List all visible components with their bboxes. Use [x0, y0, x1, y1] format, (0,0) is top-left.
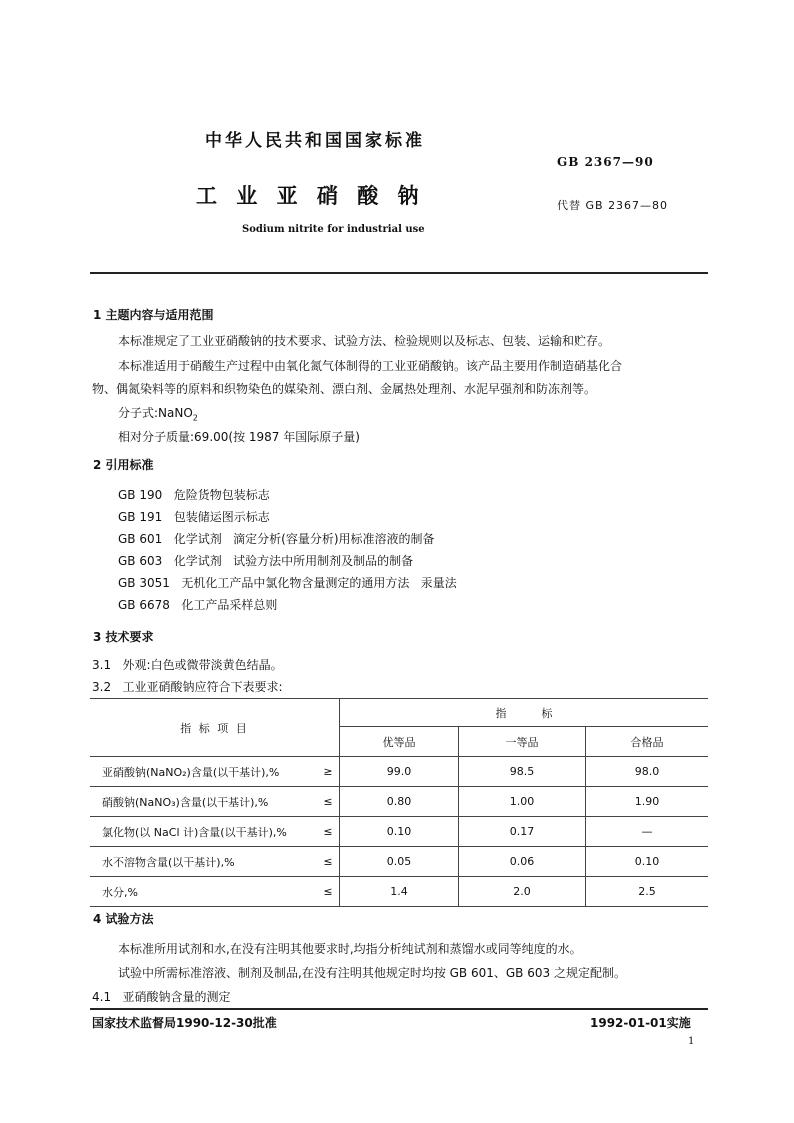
reference-item: GB 601 化学试剂 滴定分析(容量分析)用标准溶液的制备: [118, 532, 435, 546]
value-cell: 0.06: [459, 847, 586, 877]
comparison-symbol: ≤: [317, 877, 340, 907]
reference-item: GB 6678 化工产品采样总则: [118, 598, 278, 612]
table-row: [90, 877, 708, 907]
value-cell: 1.4: [340, 877, 459, 907]
index-column-header: 指 标: [340, 699, 709, 727]
section-1-paragraph-2-line-2: 物、偶氮染料等的原料和织物染色的媒染剂、漂白剂、金属热处理剂、水泥早强剂和防冻剂等。: [92, 382, 597, 396]
section-4-paragraph-1: 本标准所用试剂和水,在没有注明其他要求时,均指分析纯试剂和蒸馏水或同等纯度的水。: [118, 942, 582, 956]
value-cell: 0.17: [459, 817, 586, 847]
section-1-heading: 1 主题内容与适用范围: [93, 308, 214, 322]
item-column-header: 指 标 项 目: [90, 699, 340, 757]
reference-item: GB 603 化学试剂 试验方法中所用制剂及制品的制备: [118, 554, 414, 568]
reference-item: GB 190 危险货物包装标志: [118, 488, 270, 502]
grade-header: 一等品: [459, 727, 586, 757]
clause-3-2: 3.2 工业亚硝酸钠应符合下表要求:: [92, 680, 283, 694]
approval-note: 国家技术监督局1990-12-30批准: [92, 1016, 277, 1030]
table-row: [90, 757, 708, 787]
molecular-formula: [118, 404, 198, 422]
comparison-symbol: ≥: [317, 757, 340, 787]
indicator-name: 硝酸钠(NaNO₃)含量(以干基计),%: [90, 787, 317, 817]
indicator-name: 水不溶物含量(以干基计),%: [90, 847, 317, 877]
clause-4-1: 4.1 亚硝酸钠含量的测定: [92, 990, 231, 1004]
value-cell: —: [586, 817, 709, 847]
reference-item: GB 3051 无机化工产品中氯化物含量测定的通用方法 汞量法: [118, 576, 457, 590]
footer-rule: [90, 1008, 708, 1010]
value-cell: 98.5: [459, 757, 586, 787]
section-2-heading: 2 引用标准: [93, 458, 154, 472]
effective-date: 1992-01-01实施: [590, 1016, 691, 1030]
reference-item: GB 191 包装储运图示标志: [118, 510, 270, 524]
section-1-paragraph-2-line-1: 本标准适用于硝酸生产过程中由氧化氮气体制得的工业亚硝酸钠。该产品主要用作制造硝基化合: [118, 359, 623, 373]
table-row: [90, 817, 708, 847]
table-header-row: [90, 699, 708, 727]
indicator-name: 氯化物(以 NaCl 计)含量(以干基计),%: [90, 817, 317, 847]
indicator-name: 水分,%: [90, 877, 317, 907]
requirements-table: [90, 698, 708, 907]
comparison-symbol: ≤: [317, 817, 340, 847]
section-1-paragraph-1: 本标准规定了工业亚硝酸钠的技术要求、试验方法、检验规则以及标志、包装、运输和贮存。: [118, 334, 611, 348]
value-cell: 99.0: [340, 757, 459, 787]
national-standard-heading: 中华人民共和国国家标准: [205, 131, 425, 151]
value-cell: 2.0: [459, 877, 586, 907]
value-cell: 1.90: [586, 787, 709, 817]
document-title: 工 业 亚 硝 酸 钠: [196, 184, 425, 208]
value-cell: 2.5: [586, 877, 709, 907]
value-cell: 98.0: [586, 757, 709, 787]
section-3-heading: 3 技术要求: [93, 630, 154, 644]
value-cell: 0.10: [340, 817, 459, 847]
indicator-name: 亚硝酸钠(NaNO₂)含量(以干基计),%: [90, 757, 317, 787]
table-row: [90, 787, 708, 817]
section-4-paragraph-2: 试验中所需标准溶液、制剂及制品,在没有注明其他规定时均按 GB 601、GB 603 之规定配制。: [118, 966, 626, 980]
comparison-symbol: ≤: [317, 787, 340, 817]
value-cell: 0.80: [340, 787, 459, 817]
page-number: 1: [688, 1036, 695, 1047]
standard-code: GB 2367—90: [557, 155, 654, 169]
value-cell: 1.00: [459, 787, 586, 817]
english-title: Sodium nitrite for industrial use: [242, 224, 425, 235]
section-4-heading: 4 试验方法: [93, 912, 154, 926]
header-rule: [90, 272, 708, 274]
replaces-code: 代替 GB 2367—80: [557, 199, 669, 212]
clause-3-1: 3.1 外观:白色或微带淡黄色结晶。: [92, 658, 283, 672]
comparison-symbol: ≤: [317, 847, 340, 877]
grade-header: 优等品: [340, 727, 459, 757]
molecular-mass: 相对分子质量:69.00(按 1987 年国际原子量): [118, 430, 360, 444]
molecular-formula-text: 分子式:NaNO: [118, 406, 193, 420]
formula-subscript: 2: [192, 413, 198, 423]
table-row: [90, 847, 708, 877]
grade-header: 合格品: [586, 727, 709, 757]
value-cell: 0.10: [586, 847, 709, 877]
value-cell: 0.05: [340, 847, 459, 877]
